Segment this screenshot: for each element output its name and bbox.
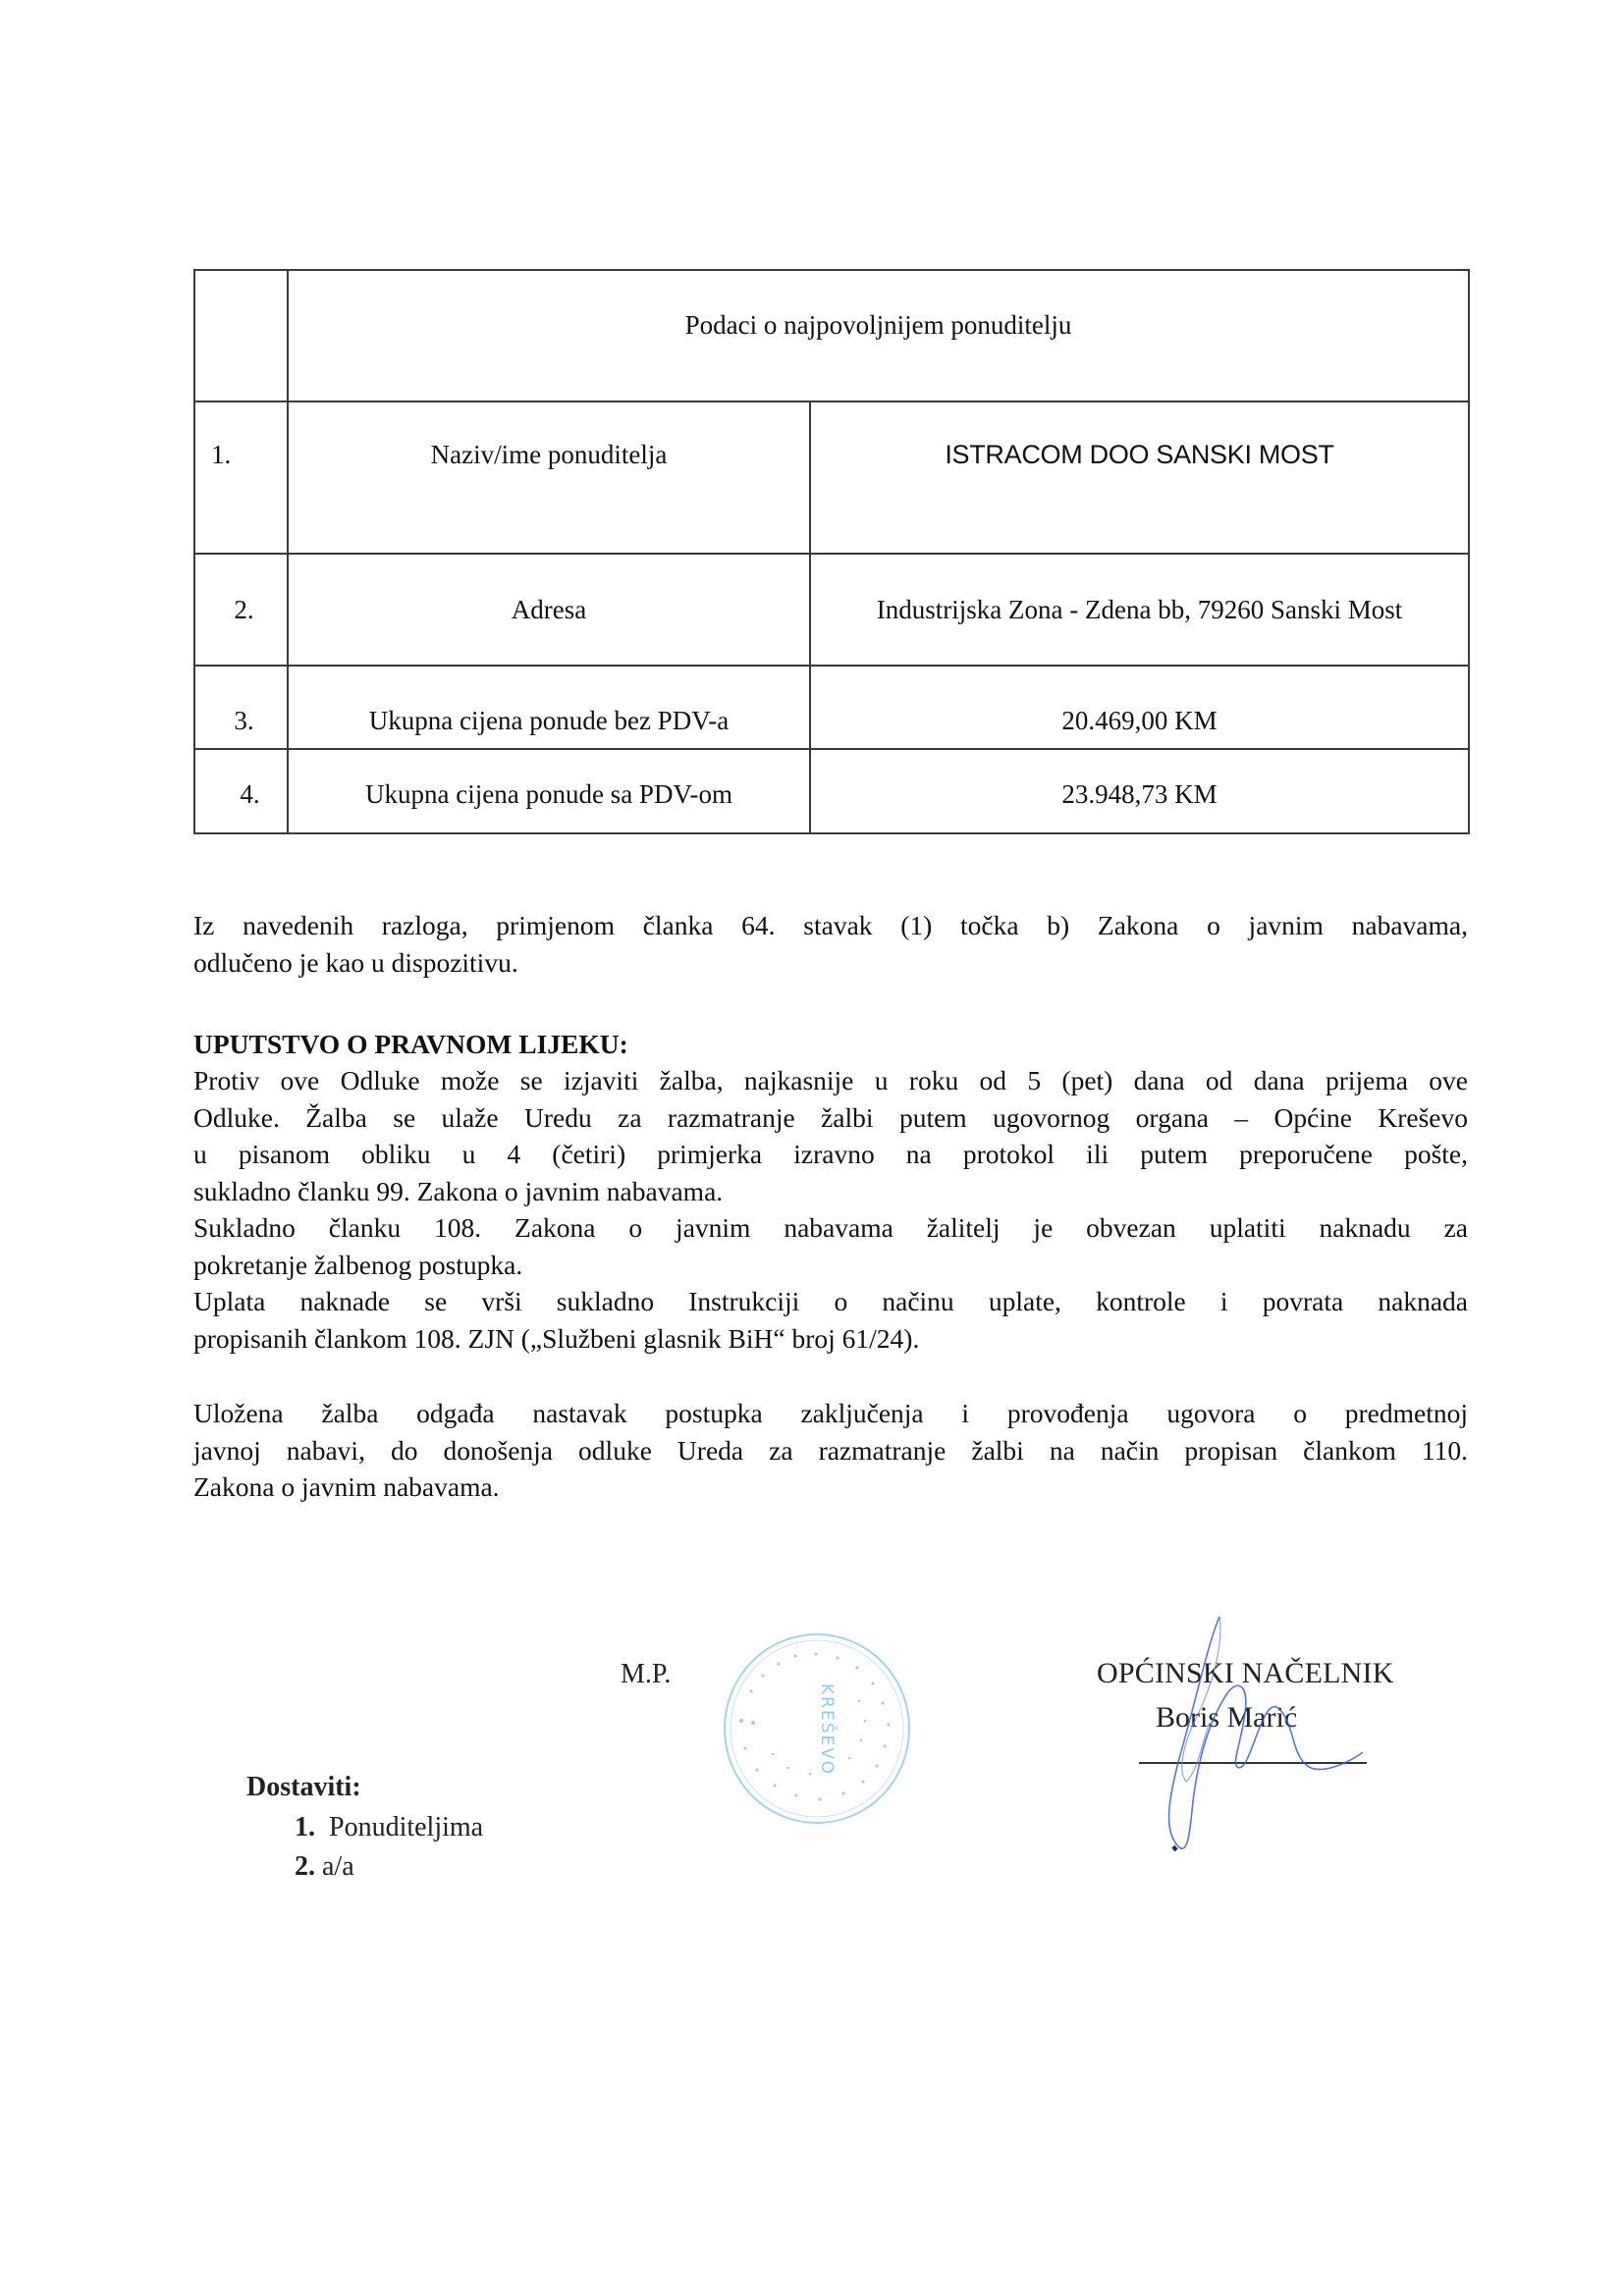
delivery-item: 1. Ponuditeljima bbox=[295, 1812, 484, 1842]
row-label: Adresa bbox=[288, 554, 810, 666]
official-name: Boris Marić bbox=[1156, 1701, 1298, 1734]
delivery-item: 2. a/a bbox=[295, 1851, 354, 1882]
address-value: Industrijska Zona - Zdena bb, 79260 Sanski Most bbox=[810, 554, 1469, 666]
seal-label: M.P. bbox=[621, 1659, 672, 1689]
official-stamp-icon bbox=[722, 1632, 912, 1825]
decision-paragraph: Iz navedenih razloga, primjenom članka 64. stavak (1) točka b) Zakona o javnim nabavama, odlučeno je kao u dispozitivu. bbox=[193, 910, 1468, 978]
table-row bbox=[194, 666, 1469, 749]
price-without-vat-value: 20.469,00 KM bbox=[810, 666, 1469, 749]
legal-remedy-heading: UPUTSTVO O PRAVNOM LIJEKU: bbox=[193, 1029, 628, 1059]
appeal-effect-paragraph: Uložena žalba odgađa nastavak postupka zaključenja i provođenja ugovora o predmetnoj javnoj nabavi, do donošenja odluke Ureda za razmatranje žalbi na način propisan člankom 110. Zakona o javnim nabavama. bbox=[193, 1398, 1468, 1502]
bidder-name-value: ISTRACOM DOO SANSKI MOST bbox=[810, 401, 1469, 554]
table-header-row bbox=[194, 270, 1469, 401]
official-title: OPĆINSKI NAČELNIK bbox=[1097, 1657, 1394, 1689]
row-number: 4. bbox=[194, 749, 288, 833]
row-label: Naziv/ime ponuditelja bbox=[288, 401, 810, 554]
table-header-cell bbox=[288, 270, 1469, 401]
price-with-vat-value: 23.948,73 KM bbox=[810, 749, 1469, 833]
table-row bbox=[194, 749, 1469, 833]
legal-remedy-paragraph: Protiv ove Odluke može se izjaviti žalba, najkasnije u roku od 5 (pet) dana od dana prijema ove Odluke. Žalba se ulaže Uredu za razmatranje žalbi putem ugovornog organa – Općine Kreševo u pisanom obliku u 4 (četiri) primjerka izravno na protokol ili putem preporučene pošte, sukladno članku 99. Zakona o javnim nabavama. Sukladno članku 108. Zakona o javnim nabavama žalitelj je obvezan uplatiti naknadu za pokretanje žalbenog postupka. Uplata naknade se vrši sukladno Instrukciji o načinu uplate, kontrole i povrata naknada propisanih člankom 108. ZJN („Službeni glasnik BiH“ broj 61/24). bbox=[193, 1065, 1468, 1354]
table-row bbox=[194, 401, 1469, 554]
row-label: Ukupna cijena ponude sa PDV-om bbox=[288, 749, 810, 833]
table-corner-cell bbox=[194, 270, 288, 401]
table-title: Podaci o najpovoljnijem ponuditelju bbox=[684, 310, 1072, 340]
delivery-title: Dostaviti: bbox=[246, 1772, 361, 1802]
best-bidder-table bbox=[193, 269, 1470, 834]
row-number: 1. bbox=[194, 401, 288, 554]
handwritten-signature-icon bbox=[1139, 1615, 1365, 1870]
row-label: Ukupna cijena ponude bez PDV-a bbox=[288, 666, 810, 749]
row-number: 2. bbox=[194, 554, 288, 666]
row-number: 3. bbox=[194, 666, 288, 749]
table-row bbox=[194, 554, 1469, 666]
stamp-text: KREŠEVO bbox=[817, 1683, 837, 1776]
